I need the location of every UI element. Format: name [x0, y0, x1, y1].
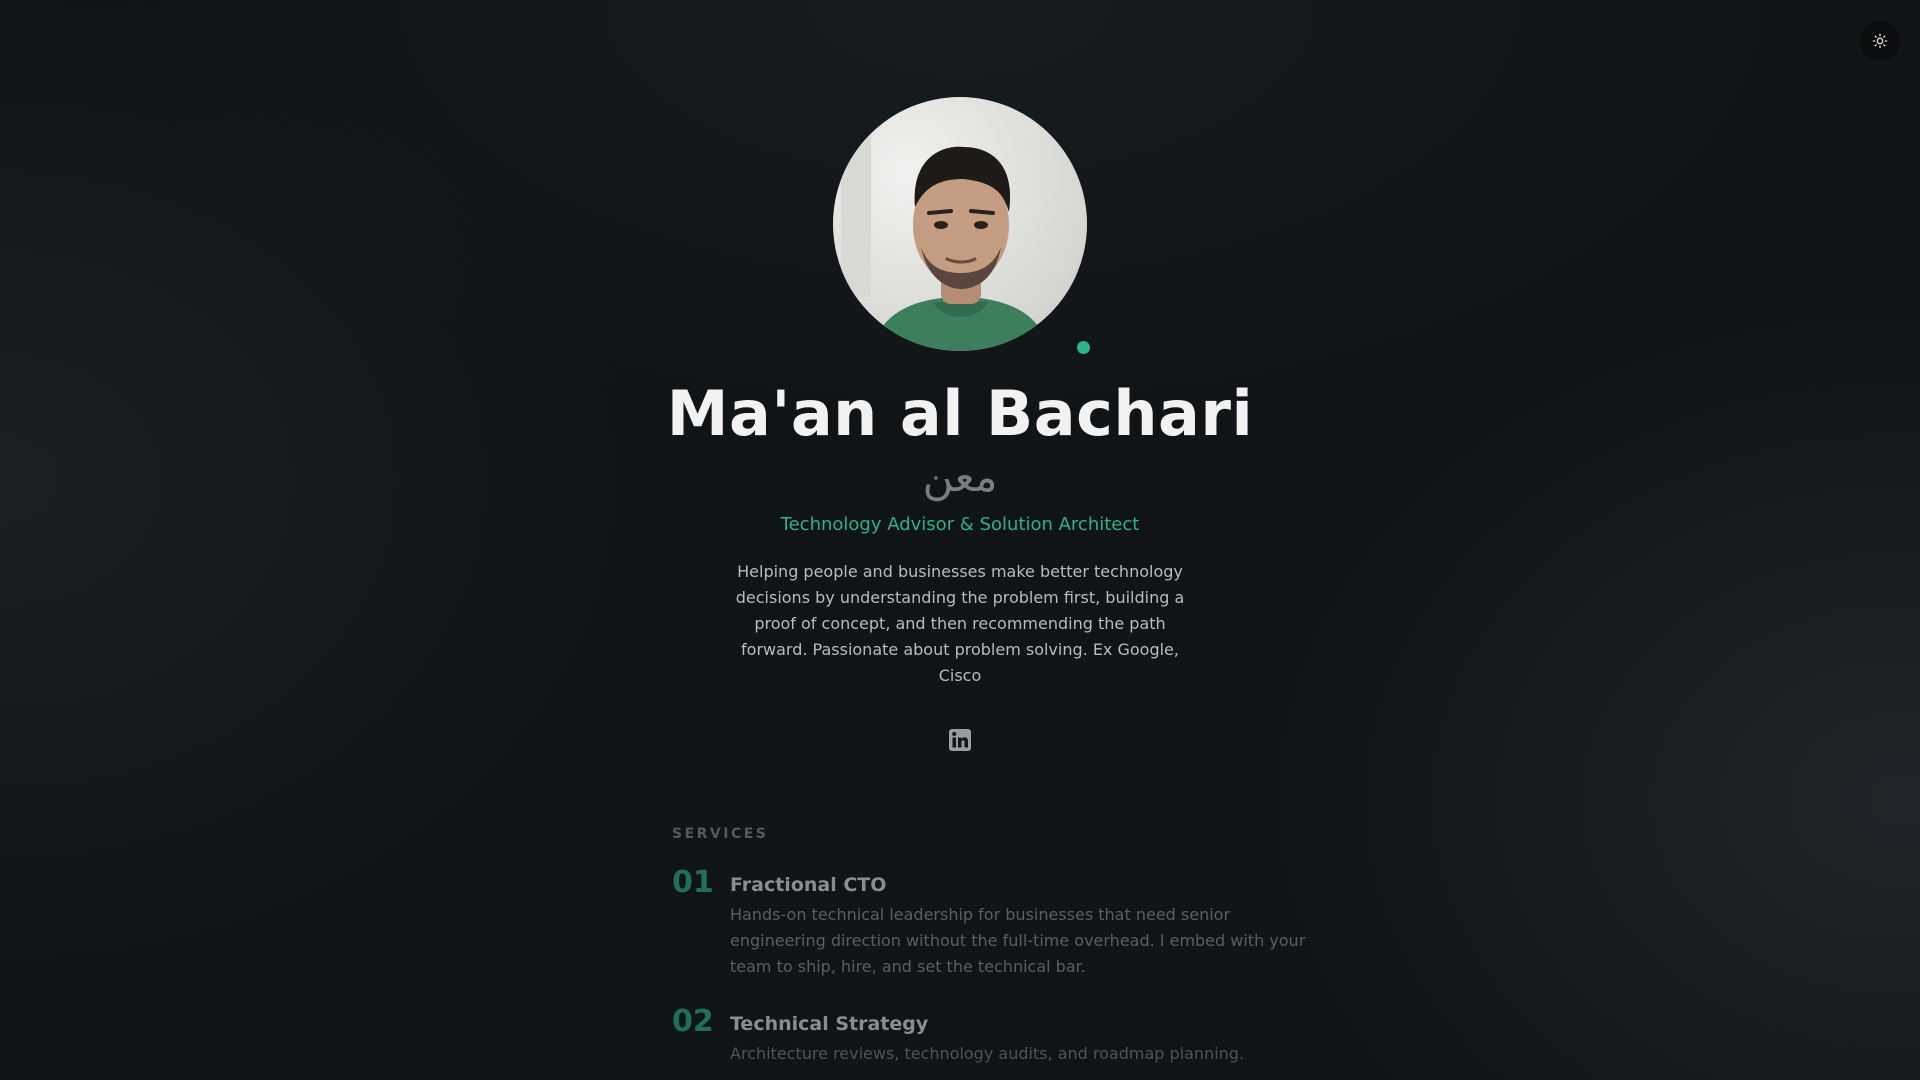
service-number: 02	[672, 1004, 714, 1039]
service-description: Architecture reviews, technology audits, and roadmap planning.	[730, 1044, 1245, 1063]
service-title: Fractional CTO	[730, 874, 887, 896]
linkedin-link[interactable]	[949, 729, 971, 751]
profile-role: Technology Advisor & Solution Architect	[780, 514, 1140, 535]
service-number: 01	[672, 865, 714, 900]
service-title: Technical Strategy	[730, 1013, 929, 1035]
theme-toggle-button[interactable]	[1860, 21, 1900, 61]
linkedin-icon	[949, 729, 971, 751]
profile-name: Ma'an al Bachari	[666, 377, 1254, 450]
status-indicator	[1077, 341, 1090, 354]
avatar-container	[833, 97, 1087, 351]
profile-name-arabic: معن	[922, 452, 998, 501]
avatar	[833, 97, 1087, 351]
sun-icon	[1872, 33, 1888, 49]
services-heading: SERVICES	[672, 826, 769, 842]
service-description: Hands-on technical leadership for businesses that need senior engineering direction without the full-time overhead. I embed with your team to ship, hire, and set the technical bar.	[730, 905, 1306, 976]
profile-bio: Helping people and businesses make better technology decisions by understanding the problem first, building a proof of concept, and then recommending the path forward. Passionate about problem solving. Ex Google, Cisco	[735, 562, 1185, 685]
services-section	[672, 826, 1306, 1063]
